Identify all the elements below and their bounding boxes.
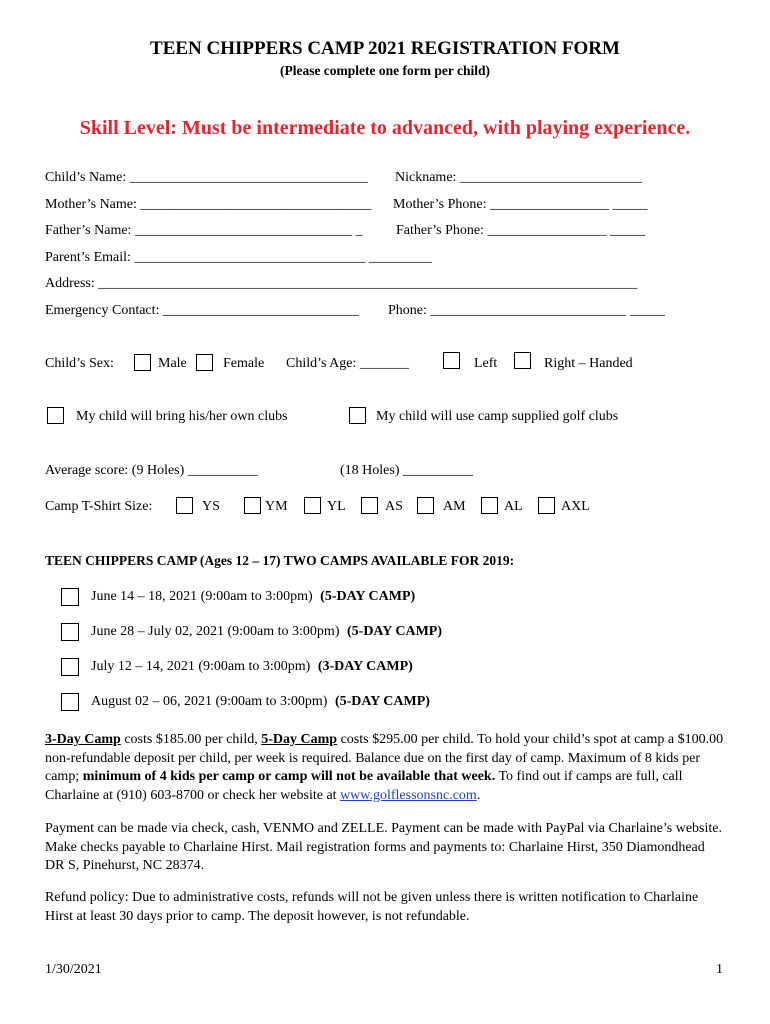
address-field[interactable]: Address: _____________________________________________________________________________ bbox=[45, 276, 638, 291]
size-as-checkbox[interactable] bbox=[361, 497, 378, 514]
mother-phone-field[interactable]: Mother’s Phone: _________________ _____ bbox=[393, 197, 648, 212]
camp-2-dates: June 28 – July 02, 2021 (9:00am to 3:00pm) bbox=[91, 624, 340, 639]
website-link[interactable]: www.golflessonsnc.com bbox=[340, 787, 477, 803]
camp-2-checkbox[interactable] bbox=[61, 623, 79, 641]
emergency-phone-field[interactable]: Phone: ____________________________ _____ bbox=[388, 303, 665, 318]
male-label: Male bbox=[158, 356, 187, 371]
parent-email-field[interactable]: Parent’s Email: _________________________________ _________ bbox=[45, 250, 432, 265]
size-al-checkbox[interactable] bbox=[481, 497, 498, 514]
child-name-field[interactable]: Child’s Name: __________________________________ bbox=[45, 170, 368, 185]
size-ys-label: YS bbox=[202, 499, 220, 514]
camp-3-type: (3-DAY CAMP) bbox=[317, 659, 413, 674]
size-axl-checkbox[interactable] bbox=[538, 497, 555, 514]
emergency-contact-field[interactable]: Emergency Contact: ____________________________ bbox=[45, 303, 359, 318]
father-phone-field[interactable]: Father’s Phone: _________________ _____ bbox=[396, 223, 646, 238]
camp-4-checkbox[interactable] bbox=[61, 693, 79, 711]
size-axl-label: AXL bbox=[561, 499, 590, 514]
father-name-field[interactable]: Father’s Name: _______________________________ _ bbox=[45, 223, 363, 238]
camp-2-row bbox=[91, 624, 442, 640]
pricing-text-3: To find out if camps are full, call Charlaine at (910) 603-8700 or check her website at bbox=[45, 769, 683, 803]
payment-paragraph: Payment can be made via check, cash, VENMO and ZELLE. Payment can be made with PayPal via Charlaine’s website. Make checks payable to Charlaine Hirst. Mail registration forms and payments to: Charlaine Hirst, 350 Diamondhead DR S, Pinehurst, NC 28374. bbox=[45, 821, 722, 873]
size-ys-checkbox[interactable] bbox=[176, 497, 193, 514]
right-handed-label: Right – Handed bbox=[544, 356, 633, 371]
own-clubs-checkbox[interactable] bbox=[47, 407, 64, 424]
tshirt-size-label: Camp T-Shirt Size: bbox=[45, 499, 153, 514]
five-day-camp-label: 5-Day Camp bbox=[261, 732, 338, 747]
camp-4-dates: August 02 – 06, 2021 (9:00am to 3:00pm) bbox=[91, 694, 328, 709]
refund-paragraph: Refund policy: Due to administrative costs, refunds will not be given unless there is written notification to Charlaine Hirst at least 30 days prior to camp. The deposit however, is not refundable. bbox=[45, 890, 699, 924]
pricing-paragraph bbox=[45, 731, 725, 805]
right-handed-checkbox[interactable] bbox=[514, 352, 531, 369]
camp-1-checkbox[interactable] bbox=[61, 588, 79, 606]
camp-clubs-label: My child will use camp supplied golf clubs bbox=[376, 409, 619, 424]
male-checkbox[interactable] bbox=[134, 354, 151, 371]
size-al-label: AL bbox=[504, 499, 523, 514]
camp-3-row bbox=[91, 659, 413, 675]
nickname-field[interactable]: Nickname: __________________________ bbox=[395, 170, 642, 185]
camp-3-dates: July 12 – 14, 2021 (9:00am to 3:00pm) bbox=[91, 659, 311, 674]
size-as-label: AS bbox=[385, 499, 403, 514]
minimum-kids-notice: minimum of 4 kids per camp or camp will not be available that week. bbox=[82, 769, 496, 784]
camp-clubs-checkbox[interactable] bbox=[349, 407, 366, 424]
left-handed-checkbox[interactable] bbox=[443, 352, 460, 369]
mother-name-field[interactable]: Mother’s Name: _________________________________ bbox=[45, 197, 372, 212]
child-sex-label: Child’s Sex: bbox=[45, 356, 114, 371]
female-label: Female bbox=[223, 356, 265, 371]
size-ym-checkbox[interactable] bbox=[244, 497, 261, 514]
camps-heading: TEEN CHIPPERS CAMP (Ages 12 – 17) TWO CAMPS AVAILABLE FOR 2019: bbox=[45, 553, 515, 568]
size-am-checkbox[interactable] bbox=[417, 497, 434, 514]
camp-2-type: (5-DAY CAMP) bbox=[347, 624, 442, 639]
nine-hole-score-field[interactable]: Average score: (9 Holes) __________ bbox=[45, 463, 258, 478]
three-day-camp-label: 3-Day Camp bbox=[45, 732, 121, 747]
camp-4-row bbox=[91, 694, 430, 710]
pricing-text-1: costs $185.00 per child, bbox=[120, 732, 262, 747]
page-number: 1 bbox=[716, 962, 723, 977]
camp-1-row bbox=[91, 589, 415, 605]
size-yl-label: YL bbox=[327, 499, 346, 514]
form-subtitle: (Please complete one form per child) bbox=[279, 63, 491, 78]
size-yl-checkbox[interactable] bbox=[304, 497, 321, 514]
child-age-field[interactable]: Child’s Age: _______ bbox=[286, 356, 409, 371]
camp-4-type: (5-DAY CAMP) bbox=[334, 694, 430, 709]
size-ym-label: YM bbox=[265, 499, 288, 514]
camp-1-type: (5-DAY CAMP) bbox=[320, 589, 416, 604]
pricing-end: . bbox=[476, 787, 481, 803]
female-checkbox[interactable] bbox=[196, 354, 213, 371]
eighteen-hole-score-field[interactable]: (18 Holes) __________ bbox=[340, 463, 473, 478]
pricing-text-2: costs $295.00 per child. To hold your child’s spot at camp a $100.00 non-refundable deposit per child, per week is required. Balance due on the first day of camp. Maximum of 8 kids per camp; bbox=[45, 732, 724, 784]
footer-date: 1/30/2021 bbox=[45, 962, 102, 977]
camp-1-dates: June 14 – 18, 2021 (9:00am to 3:00pm) bbox=[91, 589, 313, 604]
size-am-label: AM bbox=[443, 499, 466, 514]
skill-level-notice: Skill Level: Must be intermediate to advanced, with playing experience. bbox=[79, 117, 691, 139]
form-title: TEEN CHIPPERS CAMP 2021 REGISTRATION FORM bbox=[150, 38, 620, 59]
left-label: Left bbox=[474, 356, 498, 371]
own-clubs-label: My child will bring his/her own clubs bbox=[76, 409, 288, 424]
camp-3-checkbox[interactable] bbox=[61, 658, 79, 676]
